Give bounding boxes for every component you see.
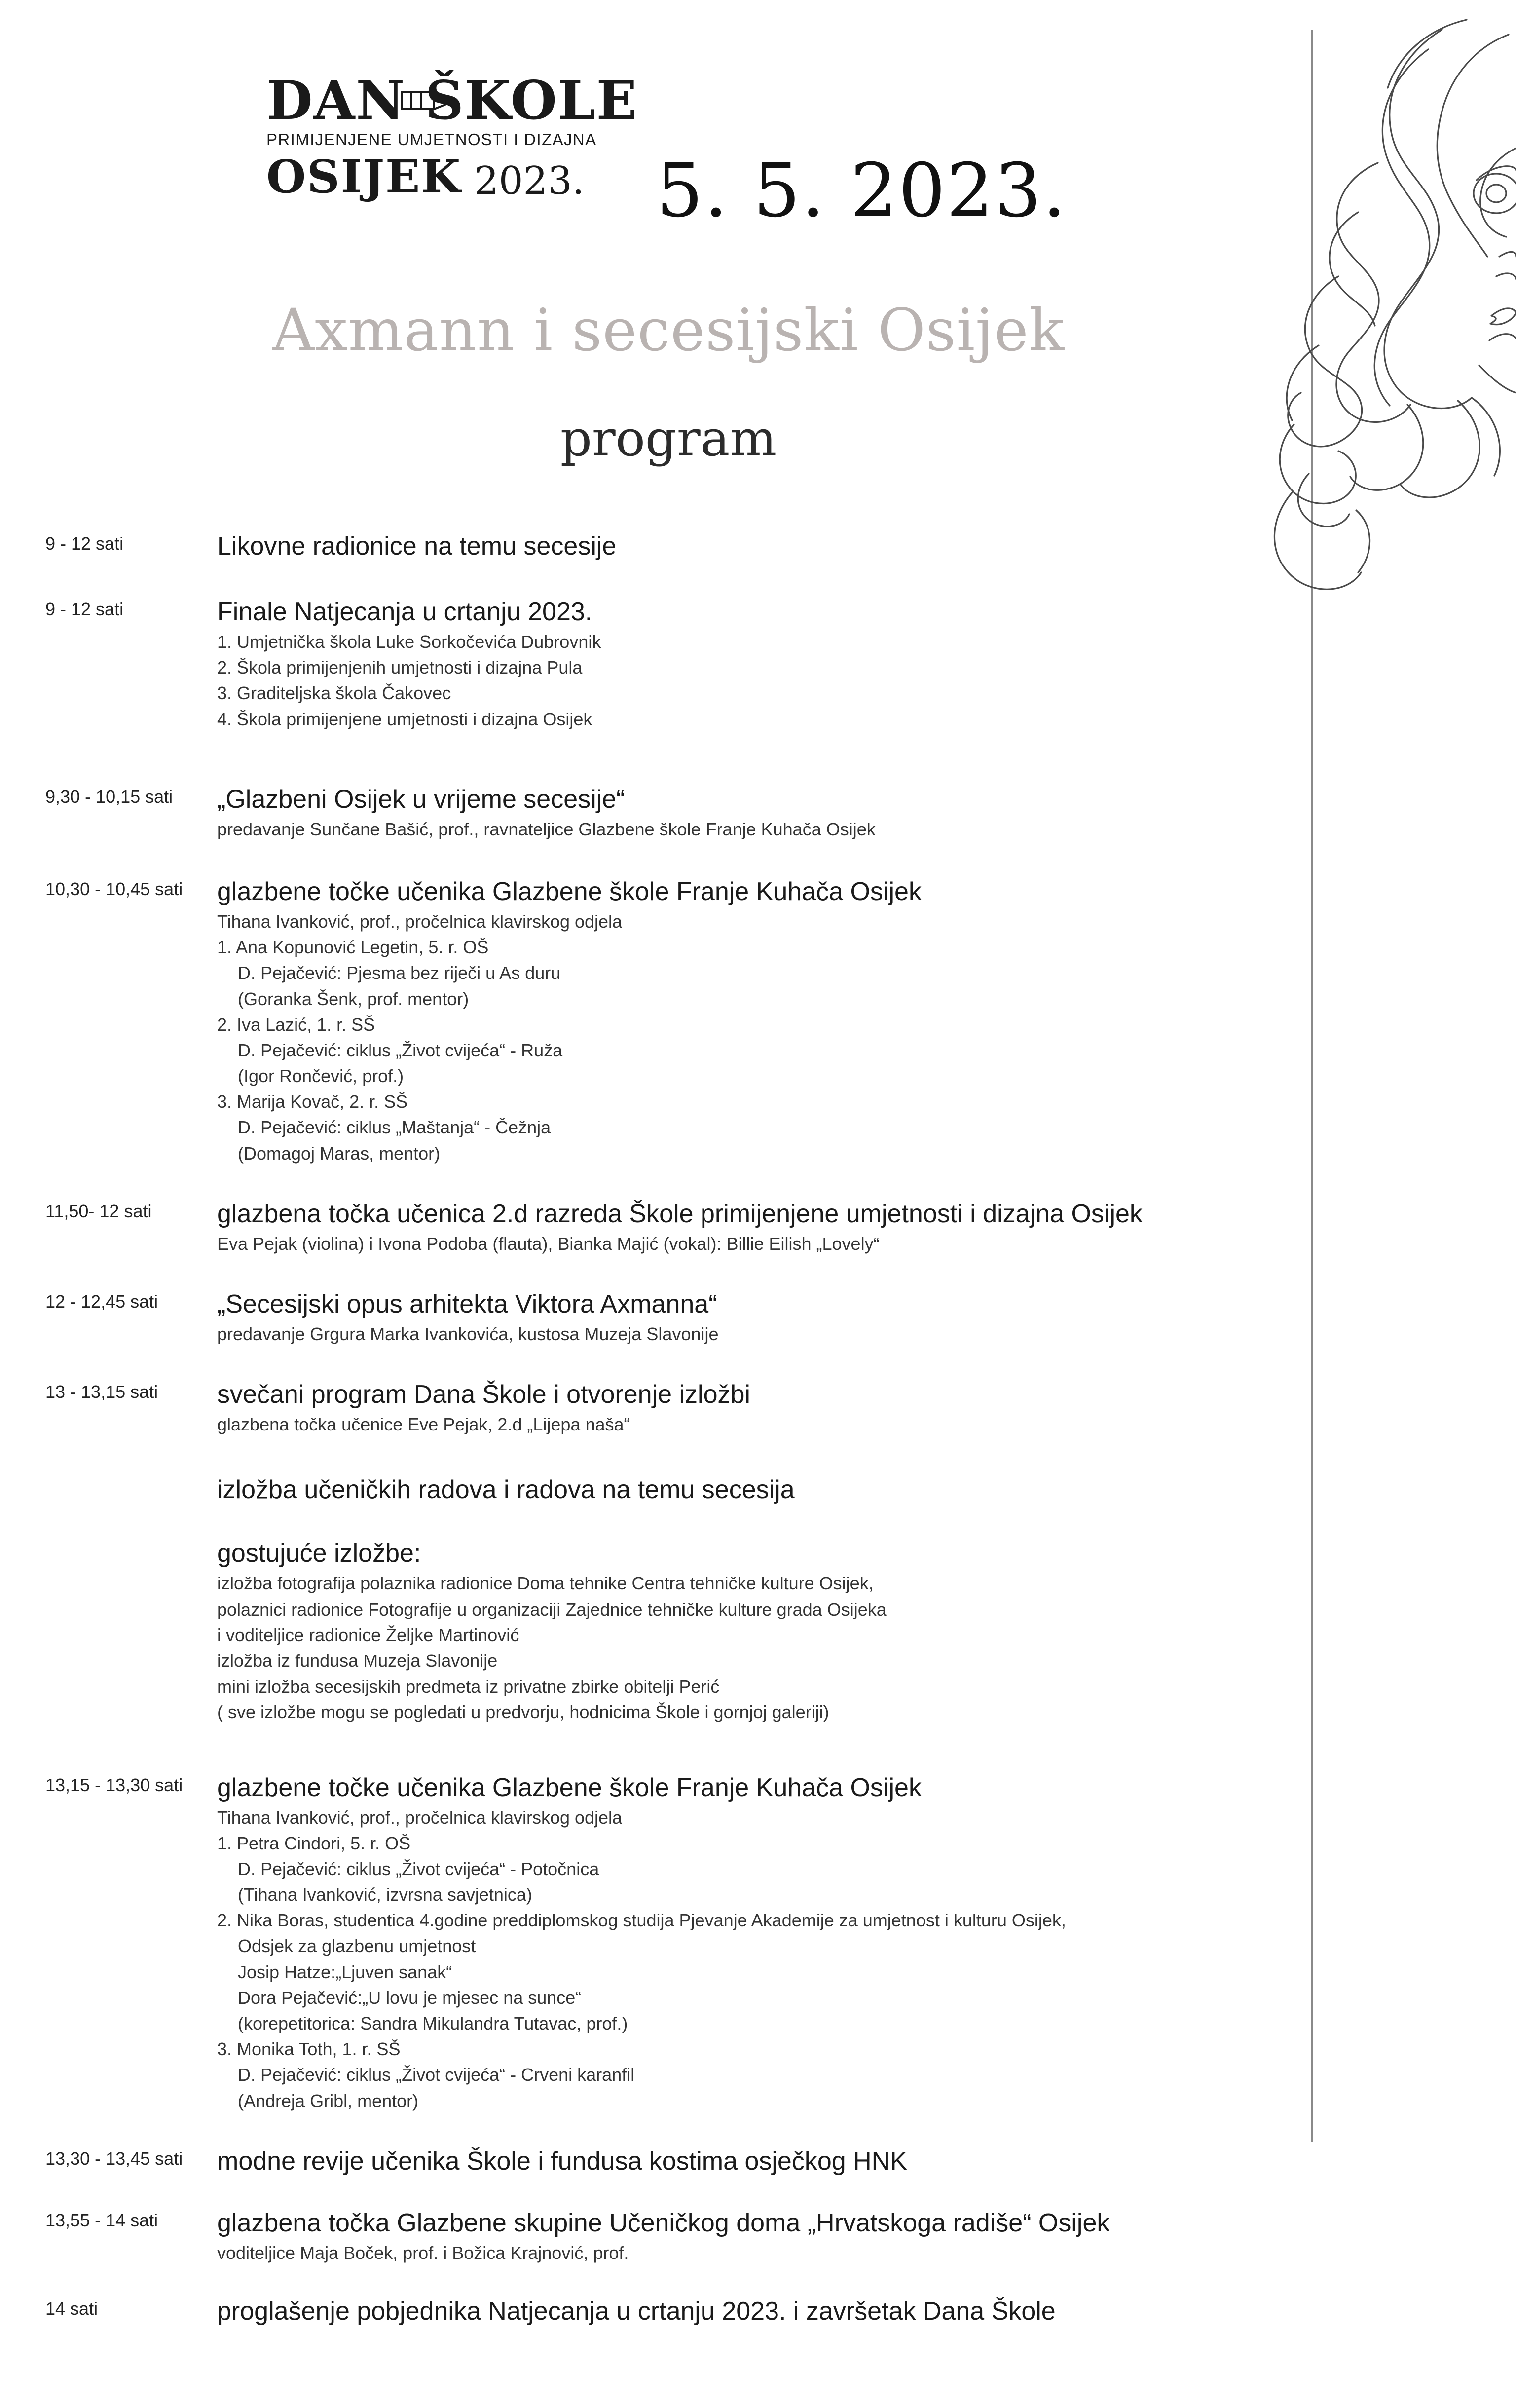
program-time: 14 sati [45, 2298, 98, 2319]
program-row [0, 1772, 1302, 2114]
program-title: „Secesijski opus arhitekta Viktora Axmanna“ [217, 1290, 717, 1318]
program-time: 13,55 - 14 sati [45, 2210, 158, 2230]
spacer [0, 579, 1302, 596]
spacer [0, 2131, 1302, 2145]
program-entry [217, 2207, 1302, 2266]
program-row [0, 596, 1302, 732]
program-time: 10,30 - 10,45 sati [45, 878, 183, 899]
program-detail-line: 4. Škola primijenjene umjetnosti i dizajna Osijek [217, 709, 592, 729]
program-row [0, 1379, 1302, 1437]
program-entry [217, 1474, 1302, 1506]
program-title: svečani program Dana Škole i otvorenje izložbi [217, 1380, 750, 1409]
program-entry [217, 596, 1302, 732]
program-entry [217, 876, 1302, 1166]
logo-line-osijek: OSIJEK [266, 150, 462, 203]
program-entry [217, 1379, 1302, 1437]
spacer [0, 859, 1302, 876]
program-detail-line: (Goranka Šenk, prof. mentor) [238, 988, 469, 1009]
page-title: Axmann i secesijski Osijek [272, 296, 1065, 364]
program-time [0, 1474, 217, 1477]
program-detail-line: Tihana Ivanković, prof., pročelnica klavirskog odjela [217, 1807, 623, 1828]
program-detail-line: izložba fotografija polaznika radionice Doma tehnike Centra tehničke kulture Osijek, [217, 1573, 874, 1594]
program-entry [217, 1772, 1302, 2114]
program-detail-line: (Tihana Ivanković, izvrsna savjetnica) [238, 1884, 532, 1905]
page-subtitle: program [560, 410, 777, 467]
program-detail-list [217, 2240, 1283, 2266]
spacer [0, 1523, 1302, 1538]
program-detail-line: (Domagoj Maras, mentor) [238, 1143, 441, 1164]
program-time [0, 1538, 217, 1541]
program-title: izložba učeničkih radova i radova na temu secesija [217, 1475, 795, 1505]
logo-line-dan-skole: DAN ŠKOLE [266, 70, 638, 132]
logo-year: 2023. [474, 159, 585, 203]
program-detail-line: D. Pejačević: ciklus „Život cvijeća“ - Crveni karanfil [238, 2065, 635, 2085]
program-detail-line: glazbena točka učenice Eve Pejak, 2.d „Lijepa naša“ [217, 1414, 630, 1435]
program-entry [217, 784, 1302, 842]
pencil-icon [400, 86, 464, 115]
program-row [0, 784, 1302, 842]
program-time: 13 - 13,15 sati [45, 1382, 158, 1402]
program-row [0, 530, 1302, 563]
event-date: 5. 5. 2023. [656, 148, 1068, 234]
program-detail-list [217, 1571, 1283, 1725]
program-title: proglašenje pobjednika Natjecanja u crtanju 2023. i završetak Dana Škole [217, 2296, 1056, 2326]
program-time: 9 - 12 sati [45, 533, 124, 554]
program-detail-line: mini izložba secesijskih predmeta iz privatne zbirke obitelji Perić [217, 1676, 720, 1697]
program-detail-line: 2. Iva Lazić, 1. r. SŠ [217, 1014, 375, 1035]
program-title: „Glazbeni Osijek u vrijeme secesije“ [217, 785, 625, 814]
program-detail-line: D. Pejačević: ciklus „Život cvijeća“ - Potočnica [238, 1858, 599, 1879]
program-detail-line: voditeljice Maja Boček, prof. i Božica Krajnović, prof. [217, 2242, 629, 2263]
program-title: glazbena točka učenica 2.d razreda Škole primijenjene umjetnosti i dizajna Osijek [217, 1199, 1143, 1228]
program-row [0, 2145, 1302, 2178]
program-detail-line: ( sve izložbe mogu se pogledati u predvorju, hodnicima Škole i gornjoj galeriji) [217, 1702, 829, 1723]
program-detail-line: Odsjek za glazbenu umjetnost [238, 1936, 476, 1956]
program-entry [217, 2295, 1302, 2328]
program-detail-list [217, 1805, 1283, 2114]
program-time: 12 - 12,45 sati [45, 1291, 158, 1312]
program-detail-line: 1. Umjetnička škola Luke Sorkočevića Dubrovnik [217, 632, 601, 652]
program-detail-line: 3. Graditeljska škola Čakovec [217, 683, 451, 704]
program-detail-line: D. Pejačević: ciklus „Život cvijeća“ - Ruža [238, 1040, 563, 1060]
program-time: 9,30 - 10,15 sati [45, 786, 173, 807]
program-detail-line: 3. Monika Toth, 1. r. SŠ [217, 2039, 401, 2060]
program-title: glazbene točke učenika Glazbene škole Franje Kuhača Osijek [217, 877, 922, 906]
spacer [0, 1274, 1302, 1288]
program-title: Finale Natjecanja u crtanju 2023. [217, 598, 592, 626]
program-schedule [0, 530, 1302, 2344]
program-detail-line: Eva Pejak (violina) i Ivona Podoba (flauta), Bianka Majić (vokal): Billie Eilish „Lovely“ [217, 1233, 880, 1254]
spacer [0, 1364, 1302, 1379]
logo-line-subtitle: PRIMIJENJENE UMJETNOSTI I DIZAJNA [266, 130, 597, 149]
program-detail-line: (Andreja Gribl, mentor) [238, 2090, 419, 2111]
spacer [0, 2283, 1302, 2295]
program-row [0, 1538, 1302, 1725]
program-title: gostujuće izložbe: [217, 1539, 421, 1568]
program-detail-list [217, 1321, 1283, 1347]
program-detail-line: (Igor Rončević, prof.) [238, 1066, 404, 1087]
program-detail-line: D. Pejačević: ciklus „Maštanja“ - Čežnja [238, 1117, 551, 1138]
program-entry [217, 530, 1302, 563]
program-entry [217, 2145, 1302, 2178]
program-time: 13,30 - 13,45 sati [45, 2148, 183, 2169]
spacer [0, 1454, 1302, 1474]
program-detail-line: i voditeljice radionice Željke Martinović [217, 1624, 519, 1645]
program-row [0, 2207, 1302, 2266]
program-row [0, 876, 1302, 1166]
program-entry [217, 1288, 1302, 1347]
spacer [0, 749, 1302, 784]
program-detail-list [217, 1231, 1283, 1257]
program-detail-line: 1. Ana Kopunović Legetin, 5. r. OŠ [217, 937, 489, 958]
program-detail-line: (korepetitorica: Sandra Mikulandra Tutavac, prof.) [238, 2013, 628, 2033]
program-entry [217, 1538, 1302, 1725]
program-detail-line: Josip Hatze:„Ljuven sanak“ [238, 1961, 452, 1982]
program-detail-line: polaznici radionice Fotografije u organizaciji Zajednice tehničke kulture grada Osijeka [217, 1599, 887, 1619]
program-detail-line: 2. Škola primijenjenih umjetnosti i dizajna Pula [217, 657, 583, 678]
program-time: 9 - 12 sati [45, 599, 124, 619]
program-detail-line: D. Pejačević: Pjesma bez riječi u As duru [238, 963, 561, 983]
program-detail-line: 3. Marija Kovač, 2. r. SŠ [217, 1091, 408, 1112]
program-detail-list [217, 1412, 1283, 1437]
program-row [0, 1198, 1302, 1257]
program-detail-line: predavanje Grgura Marka Ivankovića, kustosa Muzeja Slavonije [217, 1324, 719, 1344]
spacer [0, 1183, 1302, 1198]
spacer [0, 2194, 1302, 2207]
program-detail-list [217, 629, 1283, 732]
poster-header [0, 0, 1516, 467]
program-detail-line: Dora Pejačević:„U lovu je mjesec na sunce“ [238, 1987, 582, 2008]
program-row [0, 2295, 1302, 2328]
program-time: 13,15 - 13,30 sati [45, 1774, 183, 1795]
program-row [0, 1288, 1302, 1347]
program-detail-line: 1. Petra Cindori, 5. r. OŠ [217, 1833, 411, 1853]
program-title: glazbena točka Glazbene skupine Učeničkog doma „Hrvatskoga radiše“ Osijek [217, 2208, 1110, 2237]
program-detail-line: Tihana Ivanković, prof., pročelnica klavirskog odjela [217, 911, 623, 932]
program-entry [217, 1198, 1302, 1257]
program-title: glazbene točke učenika Glazbene škole Franje Kuhača Osijek [217, 1773, 922, 1802]
program-row [0, 1474, 1302, 1506]
vertical-divider-line [1311, 30, 1313, 2142]
program-detail-list [217, 909, 1283, 1166]
program-title: Likovne radionice na temu secesije [217, 532, 617, 561]
program-detail-list [217, 817, 1283, 842]
program-time: 11,50- 12 sati [45, 1201, 152, 1221]
program-detail-line: predavanje Sunčane Bašić, prof., ravnateljice Glazbene škole Franje Kuhača Osijek [217, 819, 876, 839]
program-detail-line: izložba iz fundusa Muzeja Slavonije [217, 1650, 498, 1671]
program-detail-line: 2. Nika Boras, studentica 4.godine preddiplomskog studija Pjevanje Akademije za umjetnost i kulturu Osijek, [217, 1910, 1066, 1931]
spacer [0, 1742, 1302, 1772]
program-title: modne revije učenika Škole i fundusa kostima osječkog HNK [217, 2146, 907, 2176]
